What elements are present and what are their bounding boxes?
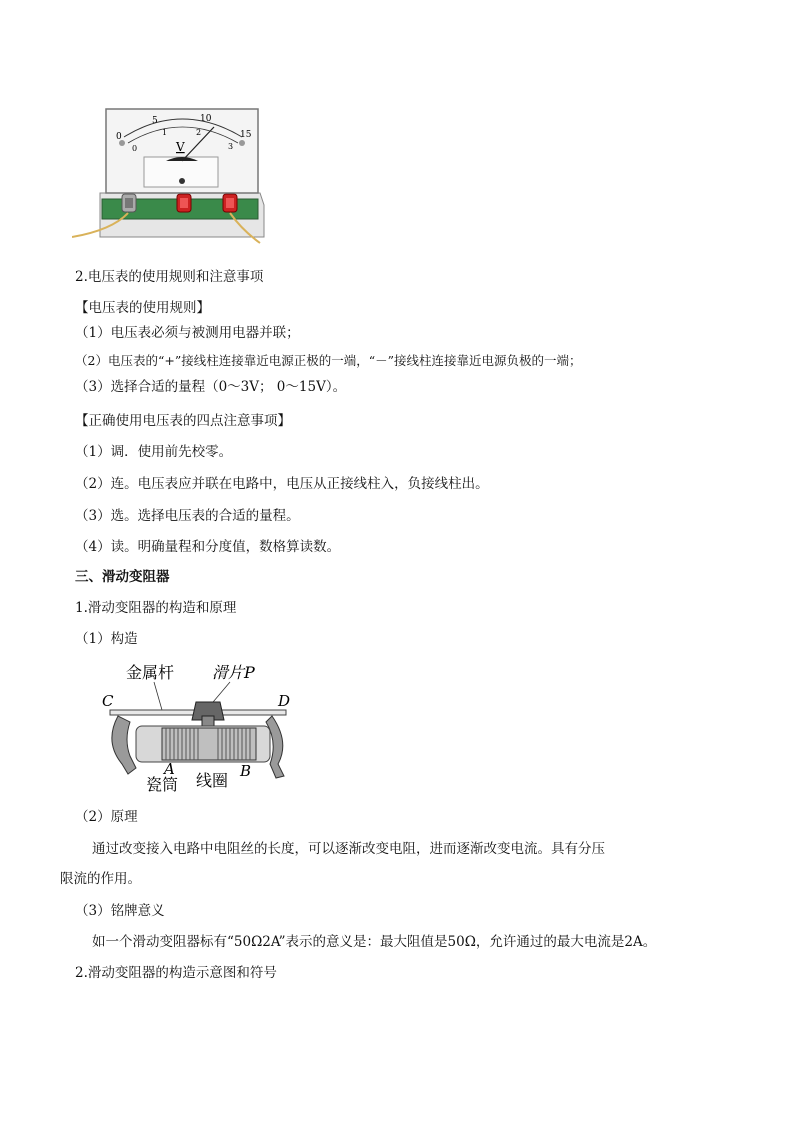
- precautions-heading: 【正确使用电压表的四点注意事项】: [75, 413, 291, 429]
- rule-item-1: （1）电压表必须与被测用电器并联；: [75, 325, 300, 341]
- label-terminal-b: B: [240, 762, 252, 780]
- section-voltmeter-rules-heading: 2.电压表的使用规则和注意事项: [75, 269, 264, 285]
- principle-text-line-2: 限流的作用。: [60, 871, 141, 887]
- label-slider-p: 滑片P: [212, 663, 255, 682]
- scale-lower-0: 0: [132, 144, 138, 153]
- scale-upper-0: 0: [116, 132, 122, 142]
- principle-text-line-1: 通过改变接入电路中电阻丝的长度，可以逐渐改变电阻，进而逐渐改变电流。具有分压: [92, 841, 605, 857]
- terminal-3v: [177, 194, 191, 212]
- label-terminal-d: D: [278, 692, 291, 710]
- nameplate-text: 如一个滑动变阻器标有“50Ω2A”表示的意义是：最大阻值是50Ω，允许通过的最大电流是2A。: [92, 934, 657, 950]
- label-metal-rod: 金属杆: [126, 663, 175, 682]
- precaution-item-4: （4）读。明确量程和分度值，数格算读数。: [75, 539, 341, 555]
- rheostat-structure-heading: 1.滑动变阻器的构造和原理: [75, 600, 237, 616]
- precaution-item-3: （3）选。选择电压表的合适的量程。: [75, 508, 300, 524]
- rule-item-3: （3）选择合适的量程（0～3V； 0～15V）。: [75, 379, 347, 395]
- precaution-item-1: （1）调．使用前先校零。: [75, 444, 233, 460]
- scale-upper-10: 10: [200, 114, 212, 124]
- terminal-15v: [223, 194, 237, 212]
- scale-upper-15: 15: [240, 130, 252, 140]
- rule-item-2: （2）电压表的“+”接线柱连接靠近电源正极的一端，“－”接线柱连接靠近电源负极的一端；: [75, 353, 582, 368]
- label-coil: 线圈: [196, 771, 229, 790]
- label-terminal-a: A: [164, 760, 175, 778]
- rheostat-figure: [100, 660, 300, 792]
- scale-lower-2: 2: [196, 128, 202, 137]
- voltmeter-figure: [72, 105, 270, 245]
- label-porcelain-tube: 瓷筒: [146, 775, 179, 792]
- scale-lower-1: 1: [162, 128, 168, 137]
- principle-subheading: （2）原理: [75, 809, 138, 825]
- section-rheostat-heading: 三、滑动变阻器: [75, 569, 170, 585]
- scale-lower-3: 3: [228, 142, 234, 151]
- terminal-negative: [122, 194, 136, 212]
- coil: [162, 728, 256, 760]
- label-terminal-c: C: [102, 692, 114, 710]
- rules-heading: 【电压表的使用规则】: [75, 300, 210, 316]
- unit-label: V: [176, 140, 185, 154]
- scale-upper-5: 5: [152, 116, 158, 126]
- precaution-item-2: （2）连。电压表应并联在电路中，电压从正接线柱入，负接线柱出。: [75, 476, 489, 492]
- structure-subheading: （1）构造: [75, 631, 138, 647]
- nameplate-subheading: （3）铭牌意义: [75, 903, 165, 919]
- rheostat-diagram-heading: 2.滑动变阻器的构造示意图和符号: [75, 965, 277, 981]
